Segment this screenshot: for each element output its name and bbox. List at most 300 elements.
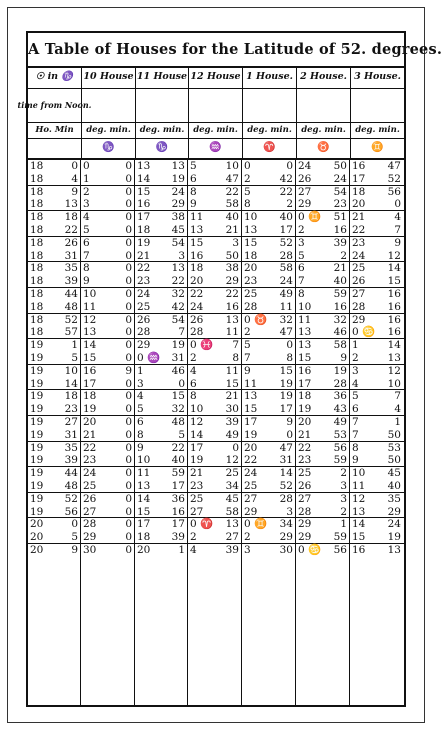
cell-degree: 13 xyxy=(244,223,258,236)
cell-degree: 13 xyxy=(137,160,151,172)
cell-minute: 14 xyxy=(387,339,401,352)
table-cell xyxy=(28,198,81,211)
table-cell xyxy=(296,467,350,480)
cell-degree: 0 ♊ xyxy=(298,211,322,224)
table-cell xyxy=(188,378,242,391)
table-cell xyxy=(188,531,242,544)
table-cell xyxy=(81,339,135,352)
cell-minute: 0 xyxy=(125,351,132,364)
cell-degree: 26 xyxy=(352,275,366,288)
cell-minute: 45 xyxy=(171,223,185,236)
cell-degree: 30 xyxy=(83,544,97,556)
row-group xyxy=(28,186,404,212)
table-cell xyxy=(135,250,188,263)
table-cell xyxy=(350,518,404,531)
cell-degree: 19 xyxy=(83,403,97,416)
cell-degree: 22 xyxy=(190,288,204,300)
table-cell xyxy=(81,378,135,391)
table-cell xyxy=(135,237,188,250)
cell-minute: 14 xyxy=(64,377,78,390)
cell-degree: 3 xyxy=(83,198,90,211)
cell-degree: 15 xyxy=(190,236,204,249)
cell-minute: 47 xyxy=(387,160,401,172)
cell-degree: 18 xyxy=(30,262,44,275)
cell-minute: 31 xyxy=(279,454,293,467)
cell-minute: 16 xyxy=(387,326,401,339)
cell-minute: 16 xyxy=(387,313,401,326)
column-subhead xyxy=(351,88,404,123)
cell-degree: 26 xyxy=(190,313,204,326)
cell-minute: 0 xyxy=(125,262,132,275)
table-cell xyxy=(188,390,242,403)
header-col-6 xyxy=(350,66,404,160)
table-cell xyxy=(135,224,188,237)
table-cell xyxy=(242,224,296,237)
cell-degree: 19 xyxy=(30,467,44,480)
cell-minute: 32 xyxy=(333,313,347,326)
row-group xyxy=(28,314,404,340)
cell-minute: 27 xyxy=(225,531,239,544)
cell-degree: 2 xyxy=(298,223,305,236)
table-cell xyxy=(350,416,404,429)
table-cell xyxy=(242,301,296,314)
cell-minute: 52 xyxy=(279,236,293,249)
cell-degree: 18 xyxy=(352,185,366,198)
cell-minute: 0 xyxy=(125,275,132,288)
cell-degree: 19 xyxy=(30,454,44,467)
cell-degree: 4 xyxy=(137,390,144,403)
cell-degree: 23 xyxy=(83,454,97,467)
cell-degree: 27 xyxy=(298,492,312,505)
cell-degree: 18 xyxy=(30,326,44,339)
table-cell xyxy=(296,403,350,416)
cell-degree: 14 xyxy=(137,492,151,505)
cell-degree: 19 xyxy=(190,454,204,467)
cell-degree: 27 xyxy=(244,492,258,505)
cell-degree: 21 xyxy=(137,249,151,262)
cell-degree: 5 xyxy=(190,160,197,172)
cell-degree: 18 xyxy=(30,160,44,172)
column-head: 11 House xyxy=(136,66,188,89)
table-cell xyxy=(188,442,242,455)
table-cell xyxy=(188,288,242,301)
table-cell xyxy=(242,211,296,224)
cell-minute: 12 xyxy=(387,249,401,262)
cell-degree: 19 xyxy=(30,505,44,518)
table-cell xyxy=(188,237,242,250)
cell-minute: 56 xyxy=(333,441,347,454)
cell-degree: 10 xyxy=(190,403,204,416)
cell-minute: 54 xyxy=(171,313,185,326)
cell-degree: 13 xyxy=(244,390,258,403)
table-cell xyxy=(350,326,404,339)
cell-minute: 0 xyxy=(125,249,132,262)
cell-degree: 18 xyxy=(30,249,44,262)
cell-degree: 24 xyxy=(137,288,151,300)
cell-minute: 48 xyxy=(64,479,78,492)
table-cell xyxy=(28,390,81,403)
cell-degree: 19 xyxy=(30,492,44,505)
cell-degree: 18 xyxy=(83,390,97,403)
cell-minute: 7 xyxy=(394,390,401,403)
table-cell xyxy=(81,211,135,224)
table-cell xyxy=(350,301,404,314)
table-cell xyxy=(296,454,350,467)
cell-minute: 0 xyxy=(125,288,132,300)
column-head: ☉ in ♑ xyxy=(28,66,81,89)
row-group xyxy=(28,288,404,314)
table-cell xyxy=(296,173,350,186)
cell-degree: 0 ♈ xyxy=(190,518,214,531)
column-sign: ♊ xyxy=(351,138,404,160)
table-cell xyxy=(242,506,296,519)
cell-minute: 30 xyxy=(225,403,239,416)
cell-minute: 38 xyxy=(171,211,185,224)
table-cell xyxy=(188,467,242,480)
cell-minute: 10 xyxy=(225,160,239,172)
column-head: 10 House xyxy=(82,66,135,89)
cell-degree: 8 xyxy=(83,262,90,275)
table-cell xyxy=(296,186,350,199)
table-cell xyxy=(28,339,81,352)
cell-minute: 59 xyxy=(333,531,347,544)
cell-degree: 28 xyxy=(352,300,366,313)
cell-minute: 19 xyxy=(333,364,347,377)
table-cell xyxy=(350,173,404,186)
table-cell xyxy=(242,480,296,493)
cell-degree: 7 xyxy=(352,416,359,428)
cell-minute: 16 xyxy=(333,300,347,313)
cell-minute: 0 xyxy=(125,518,132,531)
cell-minute: 13 xyxy=(387,351,401,364)
table-cell xyxy=(296,198,350,211)
table-cell xyxy=(188,173,242,186)
cell-minute: 50 xyxy=(225,249,239,262)
table-cell xyxy=(296,506,350,519)
header-col-4 xyxy=(242,66,296,160)
table-cell xyxy=(350,352,404,365)
table-cell xyxy=(350,480,404,493)
cell-minute: 10 xyxy=(387,377,401,390)
column-divider xyxy=(134,160,135,705)
cell-minute: 16 xyxy=(171,505,185,518)
cell-minute: 29 xyxy=(387,505,401,518)
cell-degree: 25 xyxy=(190,492,204,505)
cell-minute: 22 xyxy=(171,275,185,288)
cell-degree: 27 xyxy=(83,505,97,518)
cell-degree: 8 xyxy=(137,428,144,441)
cell-minute: 25 xyxy=(225,467,239,480)
cell-degree: 20 xyxy=(83,416,97,428)
cell-minute: 11 xyxy=(279,300,293,313)
cell-minute: 17 xyxy=(171,479,185,492)
table-cell xyxy=(81,531,135,544)
cell-degree: 25 xyxy=(298,467,312,480)
cell-degree: 19 xyxy=(30,339,44,352)
cell-degree: 12 xyxy=(352,492,366,505)
table-cell xyxy=(350,314,404,327)
cell-degree: 1 xyxy=(352,339,359,352)
cell-minute: 52 xyxy=(279,479,293,492)
table-cell xyxy=(188,493,242,506)
cell-degree: 5 xyxy=(83,223,90,236)
table-cell xyxy=(135,275,188,288)
cell-degree: 16 xyxy=(352,544,366,556)
cell-degree: 10 xyxy=(244,211,258,224)
table-cell xyxy=(135,416,188,429)
cell-degree: 16 xyxy=(83,364,97,377)
cell-degree: 3 xyxy=(298,236,305,249)
table-cell xyxy=(242,160,296,173)
table-cell xyxy=(296,493,350,506)
cell-minute: 59 xyxy=(333,454,347,467)
table-cell xyxy=(28,160,81,173)
cell-degree: 26 xyxy=(298,479,312,492)
cell-degree: 2 xyxy=(190,531,197,544)
cell-degree: 18 xyxy=(30,288,44,300)
cell-minute: 8 xyxy=(286,351,293,364)
header-col-5 xyxy=(296,66,350,160)
cell-minute: 46 xyxy=(171,364,185,377)
table-cell xyxy=(242,390,296,403)
cell-degree: 26 xyxy=(298,172,312,185)
cell-minute: 19 xyxy=(387,531,401,544)
cell-minute: 0 xyxy=(125,211,132,224)
table-cell xyxy=(296,442,350,455)
cell-degree: 5 xyxy=(352,390,359,403)
cell-minute: 0 xyxy=(125,416,132,428)
table-cell xyxy=(188,518,242,531)
cell-minute: 34 xyxy=(225,479,239,492)
cell-minute: 27 xyxy=(64,416,78,428)
cell-minute: 18 xyxy=(64,390,78,403)
cell-degree: 27 xyxy=(190,505,204,518)
column-sign: ♉ xyxy=(297,138,350,160)
row-group xyxy=(28,211,404,237)
table-cell xyxy=(350,403,404,416)
table-header xyxy=(17,66,404,160)
cell-degree: 28 xyxy=(137,326,151,339)
cell-minute: 53 xyxy=(333,428,347,441)
table-cell xyxy=(296,480,350,493)
cell-minute: 50 xyxy=(333,160,347,172)
table-cell xyxy=(188,224,242,237)
cell-minute: 13 xyxy=(387,544,401,556)
cell-minute: 0 xyxy=(71,518,78,531)
cell-minute: 0 xyxy=(125,544,132,556)
cell-degree: 6 xyxy=(298,262,305,275)
cell-minute: 0 xyxy=(232,441,239,454)
table-cell xyxy=(350,186,404,199)
table-cell xyxy=(242,518,296,531)
cell-minute: 23 xyxy=(64,403,78,416)
cell-minute: 42 xyxy=(171,300,185,313)
table-cell xyxy=(81,314,135,327)
cell-minute: 5 xyxy=(71,531,78,544)
cell-minute: 45 xyxy=(225,492,239,505)
cell-degree: 20 xyxy=(30,544,44,556)
cell-degree: 25 xyxy=(244,288,258,300)
table-cell xyxy=(28,262,81,275)
cell-degree: 8 xyxy=(190,390,197,403)
column-head: 12 House xyxy=(189,66,242,89)
table-cell xyxy=(135,301,188,314)
table-cell xyxy=(188,198,242,211)
table-cell xyxy=(242,467,296,480)
cell-minute: 0 xyxy=(125,236,132,249)
table-cell xyxy=(296,301,350,314)
cell-minute: 58 xyxy=(225,198,239,211)
table-cell xyxy=(350,211,404,224)
cell-degree: 27 xyxy=(298,185,312,198)
cell-minute: 54 xyxy=(333,185,347,198)
cell-degree: 6 xyxy=(83,236,90,249)
table-cell xyxy=(242,237,296,250)
table-cell xyxy=(242,198,296,211)
cell-minute: 22 xyxy=(225,288,239,300)
table-cell xyxy=(81,416,135,429)
table-cell xyxy=(188,403,242,416)
cell-minute: 3 xyxy=(340,479,347,492)
cell-degree: 5 xyxy=(244,185,251,198)
column-subhead xyxy=(189,88,242,123)
cell-degree: 6 xyxy=(352,403,359,416)
cell-minute: 11 xyxy=(225,364,239,377)
cell-minute: 0 xyxy=(125,160,132,172)
table-cell xyxy=(135,186,188,199)
table-cell xyxy=(188,480,242,493)
cell-minute: 35 xyxy=(64,262,78,275)
cell-minute: 21 xyxy=(333,262,347,275)
cell-degree: 18 xyxy=(30,185,44,198)
column-units: deg. min. xyxy=(136,122,188,139)
column-sign: ♑ xyxy=(82,138,135,160)
cell-degree: 10 xyxy=(83,288,97,300)
cell-minute: 28 xyxy=(279,492,293,505)
table-cell xyxy=(350,160,404,173)
cell-minute: 40 xyxy=(387,479,401,492)
cell-degree: 19 xyxy=(244,428,258,441)
table-cell xyxy=(242,378,296,391)
table-cell xyxy=(350,288,404,301)
cell-minute: 31 xyxy=(171,351,185,364)
table-cell xyxy=(28,531,81,544)
table-cell xyxy=(296,250,350,263)
table-cell xyxy=(296,518,350,531)
cell-degree: 16 xyxy=(298,364,312,377)
cell-degree: 18 xyxy=(30,211,44,224)
cell-degree: 19 xyxy=(30,428,44,441)
cell-degree: 19 xyxy=(30,416,44,428)
cell-degree: 25 xyxy=(83,479,97,492)
cell-minute: 24 xyxy=(387,518,401,531)
row-group xyxy=(28,365,404,391)
cell-minute: 0 xyxy=(125,403,132,416)
cell-degree: 10 xyxy=(298,300,312,313)
cell-minute: 0 xyxy=(125,377,132,390)
cell-minute: 9 xyxy=(340,351,347,364)
table-cell xyxy=(350,506,404,519)
table-cell xyxy=(135,403,188,416)
table-cell xyxy=(28,467,81,480)
cell-minute: 15 xyxy=(279,364,293,377)
cell-degree: 21 xyxy=(298,428,312,441)
table-cell xyxy=(135,480,188,493)
cell-minute: 47 xyxy=(279,441,293,454)
table-cell xyxy=(242,250,296,263)
column-head: 2 House. xyxy=(297,66,350,89)
cell-degree: 20 xyxy=(298,416,312,428)
table-cell xyxy=(242,275,296,288)
cell-minute: 24 xyxy=(333,172,347,185)
cell-minute: 23 xyxy=(333,198,347,211)
cell-minute: 22 xyxy=(225,185,239,198)
table-cell xyxy=(350,493,404,506)
table-cell xyxy=(135,288,188,301)
cell-degree: 18 xyxy=(30,236,44,249)
cell-degree: 8 xyxy=(244,198,251,211)
cell-degree: 19 xyxy=(30,364,44,377)
cell-degree: 2 xyxy=(244,326,251,339)
cell-minute: 24 xyxy=(279,275,293,288)
table-cell xyxy=(242,416,296,429)
cell-minute: 1 xyxy=(340,518,347,531)
cell-degree: 2 xyxy=(352,351,359,364)
cell-minute: 56 xyxy=(333,544,347,556)
table-cell xyxy=(28,442,81,455)
table-title: A Table of Houses for the Latitude of 52. degrees. xyxy=(28,33,404,68)
cell-minute: 50 xyxy=(387,428,401,441)
table-cell xyxy=(28,288,81,301)
cell-degree: 10 xyxy=(352,467,366,480)
cell-degree: 17 xyxy=(190,441,204,454)
cell-degree: 9 xyxy=(352,454,359,467)
cell-degree: 15 xyxy=(244,236,258,249)
cell-minute: 13 xyxy=(225,518,239,531)
table-cell xyxy=(242,544,296,557)
cell-minute: 0 xyxy=(125,185,132,198)
cell-minute: 28 xyxy=(279,249,293,262)
column-units: deg. min. xyxy=(82,122,135,139)
table-cell xyxy=(350,429,404,442)
cell-minute: 22 xyxy=(171,441,185,454)
cell-degree: 16 xyxy=(190,249,204,262)
cell-degree: 29 xyxy=(244,505,258,518)
cell-minute: 17 xyxy=(279,403,293,416)
table-cell xyxy=(28,275,81,288)
cell-minute: 38 xyxy=(225,262,239,275)
cell-degree: 19 xyxy=(30,403,44,416)
cell-degree: 15 xyxy=(137,505,151,518)
table-cell xyxy=(28,429,81,442)
table-cell xyxy=(350,275,404,288)
cell-degree: 15 xyxy=(352,531,366,544)
table-cell xyxy=(350,378,404,391)
cell-degree: 9 xyxy=(190,198,197,211)
cell-minute: 0 xyxy=(125,454,132,467)
cell-minute: 17 xyxy=(279,223,293,236)
cell-degree: 25 xyxy=(137,300,151,313)
cell-minute: 49 xyxy=(333,416,347,428)
cell-minute: 4 xyxy=(394,403,401,416)
cell-degree: 4 xyxy=(190,364,197,377)
cell-degree: 19 xyxy=(30,351,44,364)
cell-degree: 11 xyxy=(298,313,312,326)
cell-minute: 0 xyxy=(286,160,293,172)
cell-minute: 0 xyxy=(125,492,132,505)
table-cell xyxy=(188,429,242,442)
cell-degree: 28 xyxy=(190,326,204,339)
